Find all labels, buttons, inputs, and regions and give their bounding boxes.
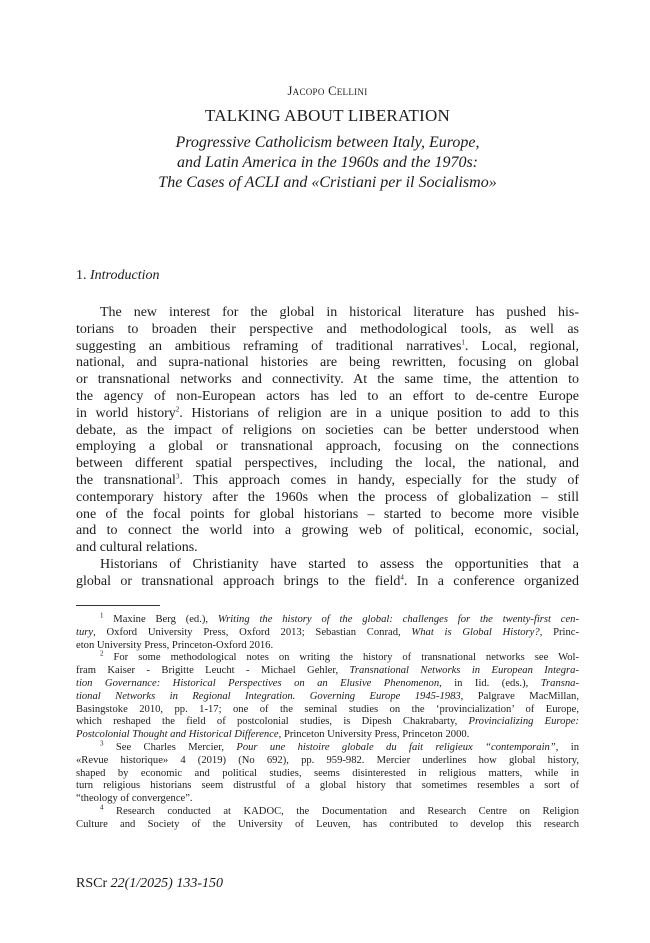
footnote-line: $^4$ Research conducted at KADOC, the Documentation and Research Centre on Religion <box>100 803 579 817</box>
article-title: TALKING ABOUT LIBERATION <box>205 106 450 125</box>
section-number: 1. <box>76 268 87 283</box>
article-author: Jacopo Cellini <box>287 84 368 98</box>
footnote-line: $^1$ Maxine Berg (ed.), Writing the history of the global: challenges for the twenty-first cen- <box>100 611 579 625</box>
footnote-number: 4 <box>100 803 104 812</box>
footnote-line: $^2$ For some methodological notes on writing the history of transnational networks see Wol- <box>100 649 579 664</box>
footnote-number: 3 <box>100 739 104 748</box>
footnote-line: Postcolonial Thought and Historical Difference, Princeton University Press, Princeton 2000. <box>76 729 470 741</box>
body-line: debate, as the impact of religions on societies can be better understood when <box>76 422 579 438</box>
footnote-line: tional Networks in Regional Integration. Governing Europe 1945-1983, Palgrave MacMillan, <box>76 690 579 702</box>
footnote-line: turn religious historians seem distrustful of a global history that sometimes resembles a sort of <box>76 780 579 792</box>
body-line: The new interest for the global in historical literature has pushed his- <box>100 305 579 320</box>
body-line: the transnational$^3$. This approach comes in handy, especially for the study of <box>76 472 579 488</box>
section-heading <box>76 267 159 284</box>
body-line: or transnational networks and connectivity. At the same time, the attention to <box>76 372 579 388</box>
body-line: suggesting an ambitious reframing of traditional narratives$^1$. Local, regional, <box>76 337 579 354</box>
footnote-ref[interactable]: 3 <box>175 472 180 481</box>
body-line: in world history$^2$. Historians of religion are in a unique position to add to this <box>76 405 579 421</box>
body-text <box>76 305 579 591</box>
body-line: and cultural relations. <box>76 540 198 556</box>
running-footer <box>76 876 223 892</box>
footnote-line: Basingstoke 2010, pp. 1-17; one of the seminal studies on the ‘provincialization’ of Europe, <box>76 703 579 715</box>
footnote-line: “theology of convergence”. <box>76 793 193 805</box>
body-line: employing a global or transnational approach, focusing on the connections <box>76 439 579 455</box>
body-line: torians to broaden their perspective and methodological tools, as well as <box>76 321 579 337</box>
footnote-line: which reshaped the field of postcolonial studies, is Dipesh Chakrabarty, Provincializing Europe: <box>76 716 579 728</box>
body-line: and to connect the world into a growing web of political, economic, social, <box>76 523 579 539</box>
subtitle-line: The Cases of ACLI and «Cristiani per il Socialismo» <box>158 174 497 191</box>
body-line: the agency of non-European actors has led to an effort to de-centre Europe <box>76 388 579 404</box>
body-line: global or transnational approach brings to the field$^4$. In a conference organized <box>76 573 579 589</box>
footnote-ref[interactable]: 1 <box>461 337 465 346</box>
body-line: contemporary history after the 1960s when the process of globalization – still <box>76 489 579 505</box>
issue-pages: 22(1/2025) 133-150 <box>110 876 224 891</box>
footnote-line: tury, Oxford University Press, Oxford 2013; Sebastian Conrad, What is Global History?, Princ- <box>76 626 579 638</box>
subtitle-line: Progressive Catholicism between Italy, Europe, <box>175 134 480 151</box>
footnote-ref[interactable]: 2 <box>175 405 180 414</box>
footnote-line: fram Kaiser - Brigitte Leucht - Michael Gehler, Transnational Networks in European Integra- <box>76 665 579 677</box>
body-line: between different spatial perspectives, including the local, the national, and <box>76 456 579 472</box>
section-title: Introduction <box>90 268 160 283</box>
footnote-ref[interactable]: 4 <box>400 573 404 582</box>
footnote-line: «Revue historique» 4 (2019) (No 692), pp. 959-982. Mercier underlines how global history, <box>76 754 579 766</box>
footnote-line: shaped by economic and political studies, seems disinterested in religious matters, while in <box>76 767 579 779</box>
body-line: one of the focal points for global historians – started to become more visible <box>76 506 579 522</box>
footnote-line: tion Governance: Historical Perspectives on an Elusive Phenomenon, in Iid. (eds.), Transna- <box>76 677 579 689</box>
footnote-divider <box>76 605 160 606</box>
footnotes <box>76 611 580 832</box>
body-line: national, and supra-national histories are being rewritten, focusing on global <box>76 355 579 371</box>
footnote-number: 1 <box>100 611 104 620</box>
footnote-line: $^3$ See Charles Mercier, Pour une histoire globale du fait religieux “contemporain”, in <box>100 739 580 753</box>
footnote-line: Culture and Society of the University of Leuven, has contributed to develop this research <box>76 818 579 830</box>
body-line: Historians of Christianity have started to assess the opportunities that a <box>100 556 579 572</box>
footnote-number: 2 <box>100 649 104 658</box>
article-subtitle <box>76 133 579 193</box>
footnote-line: eton University Press, Princeton-Oxford 2016. <box>76 639 274 651</box>
journal-abbrev: RSCr <box>76 876 111 891</box>
subtitle-line: and Latin America in the 1960s and the 1970s: <box>176 154 479 171</box>
